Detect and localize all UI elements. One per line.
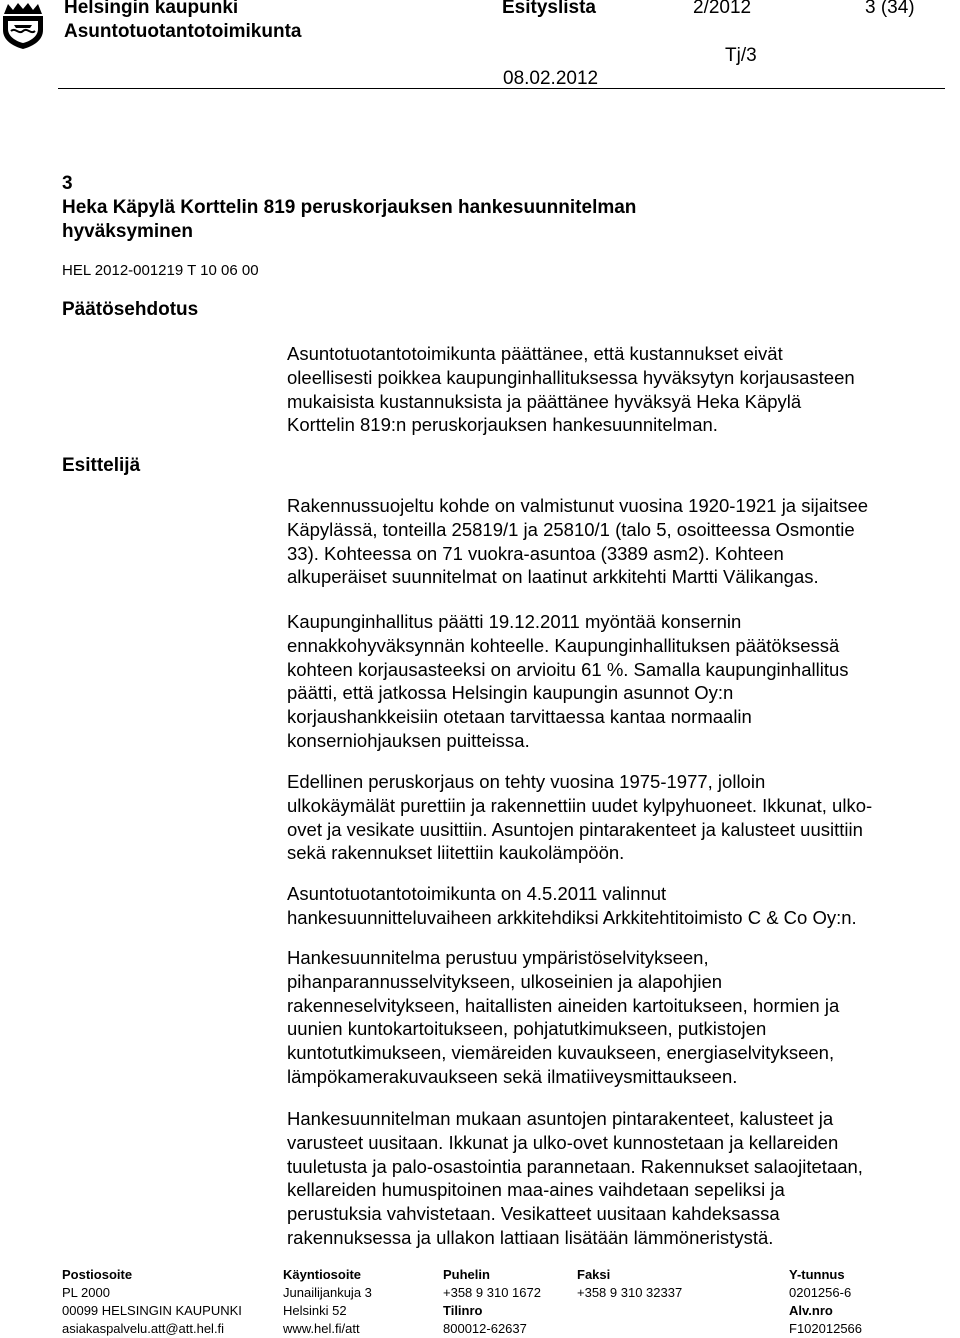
paragraph-line: päätti, että jatkossa Helsingin kaupungin asunnot Oy:n xyxy=(287,682,734,704)
footer-vat-value: F102012566 xyxy=(789,1321,863,1336)
paragraph-line: alkuperäiset suunnitelmat on laatinut arkkitehti Martti Välikangas. xyxy=(287,566,819,588)
paragraph-line: sekä rakennukset liitettiin kaukolämpöön. xyxy=(287,842,625,864)
header-dept: Asuntotuotantotoimikunta xyxy=(64,21,302,42)
paragraph-line: Asuntotuotantotoimikunta on 4.5.2011 valinnut xyxy=(287,883,667,904)
footer-postal-line2: 00099 HELSINGIN KAUPUNKI xyxy=(62,1303,242,1318)
footer-ytunnus-label: Y-tunnus xyxy=(789,1267,845,1282)
header-doc-type: Esityslista xyxy=(502,0,596,18)
header-divider xyxy=(58,88,945,89)
footer-visit-line2: Helsinki 52 xyxy=(283,1303,347,1318)
paragraph-6 xyxy=(287,1107,937,1250)
paragraph-line: tuuletusta ja palo-osastointia parannetaan. Rakennukset salaojitetaan, xyxy=(287,1155,863,1177)
footer-fax xyxy=(577,1266,682,1302)
paragraph-line: Edellinen peruskorjaus on tehty vuosina 1975-1977, jolloin xyxy=(287,771,766,792)
paragraph-line: kohteen korjausasteeksi on arvioitu 61 %. Samalla kaupunginhallitus xyxy=(287,658,849,680)
paragraph-1 xyxy=(287,494,937,589)
footer-fax-number: +358 9 310 32337 xyxy=(577,1285,683,1300)
footer-phone xyxy=(443,1266,541,1338)
footer-website-link[interactable]: www.hel.fi/att xyxy=(283,1321,360,1336)
paragraph-2 xyxy=(287,610,937,753)
paragraph-line: Käpylässä, tonteilla 25819/1 ja 25810/1 (talo 5, osoitteessa Osmontie xyxy=(287,518,855,540)
paragraph-line: 33). Kohteessa on 71 vuokra-asuntoa (3389 asm2). Kohteen xyxy=(287,542,784,564)
footer-ytunnus xyxy=(789,1266,862,1338)
header-page-number: 3 (34) xyxy=(865,0,915,18)
paragraph-line: hankesuunnitteluvaiheen arkkitehdiksi Arkkitehtitoimisto C & Co Oy:n. xyxy=(287,906,857,928)
footer-visit-label: Käyntiosoite xyxy=(283,1267,362,1282)
proposal-line: oleellisesti poikkea kaupunginhallituksessa hyväksytyn korjausasteen xyxy=(287,366,855,388)
label-proposal: Päätösehdotus xyxy=(62,299,199,320)
paragraph-line: kuntotutkimukseen, viemäreiden kuvaukseen, energiaselvitykseen, xyxy=(287,1042,835,1064)
footer-visit xyxy=(283,1266,372,1338)
footer-account-label: Tilinro xyxy=(443,1303,483,1318)
paragraph-line: lämpökamerakuvaukseen sekä ilmatiiveysmittaukseen. xyxy=(287,1065,738,1087)
footer-fax-label: Faksi xyxy=(577,1267,611,1282)
paragraph-line: perustuksia vahvistetaan. Vesikatteet uusitaan kahdeksassa xyxy=(287,1203,780,1225)
case-id: HEL 2012-001219 T 10 06 00 xyxy=(62,262,259,279)
footer-postal xyxy=(62,1266,242,1338)
item-title-line1: Heka Käpylä Korttelin 819 peruskorjauksen hankesuunnitelman xyxy=(62,197,637,218)
footer-ytunnus-value: 0201256-6 xyxy=(789,1285,852,1300)
paragraph-line: varusteet uusitaan. Ikkunat ja ulko-ovet kunnostetaan ja kellareiden xyxy=(287,1131,839,1153)
item-title-line2: hyväksyminen xyxy=(62,221,193,242)
paragraph-line: Hankesuunnitelman mukaan asuntojen pintarakenteet, kalusteet ja xyxy=(287,1108,834,1129)
footer-phone-label: Puhelin xyxy=(443,1267,490,1282)
proposal-text xyxy=(287,342,937,437)
header-org: Helsingin kaupunki xyxy=(64,0,239,18)
paragraph-line: Hankesuunnitelma perustuu ympäristöselvitykseen, xyxy=(287,947,709,968)
item-number: 3 xyxy=(62,173,73,194)
paragraph-line: ovet ja vesikate uusittiin. Asuntojen pintarakenteet ja kalusteet uusittiin xyxy=(287,818,863,840)
proposal-line: mukaisista kustannuksista ja päättänee hyväksyä Heka Käpylä xyxy=(287,390,802,412)
footer-postal-label: Postiosoite xyxy=(62,1267,133,1282)
paragraph-4 xyxy=(287,882,937,930)
header-date: 08.02.2012 xyxy=(503,68,599,89)
proposal-line: Asuntotuotantotoimikunta päättänee, että kustannukset eivät xyxy=(287,343,783,364)
paragraph-5 xyxy=(287,946,937,1089)
paragraph-line: rakennuksessa ja ullakon lattiaan lisätään lämmöneristystä. xyxy=(287,1226,774,1248)
paragraph-line: uunien kuntokartoitukseen, pohjatutkimukseen, putkistojen xyxy=(287,1018,767,1040)
proposal-line: Korttelin 819:n peruskorjauksen hankesuunnitelman. xyxy=(287,414,718,436)
paragraph-3 xyxy=(287,770,937,865)
paragraph-line: konserniohjauksen puitteissa. xyxy=(287,729,530,751)
city-crest-logo xyxy=(0,0,46,50)
paragraph-line: Rakennussuojeltu kohde on valmistunut vuosina 1920-1921 ja sijaitsee xyxy=(287,495,869,516)
footer-email-link[interactable]: asiakaspalvelu.att@att.hel.fi xyxy=(62,1321,225,1336)
header-doc-number: 2/2012 xyxy=(693,0,752,18)
footer-visit-line1: Junailijankuja 3 xyxy=(283,1285,372,1300)
paragraph-line: ennakkohyväksynnän kohteelle. Kaupunginhallituksen päätöksessä xyxy=(287,634,840,656)
footer-vat-label: Alv.nro xyxy=(789,1303,833,1318)
paragraph-line: rakenneselvitykseen, haitallisten aineiden kartoitukseen, hormien ja xyxy=(287,994,840,1016)
paragraph-line: pihanparannusselvitykseen, ulkoseinien ja alapohjien xyxy=(287,970,723,992)
footer-phone-number: +358 9 310 1672 xyxy=(443,1285,541,1300)
paragraph-line: Kaupunginhallitus päätti 19.12.2011 myöntää konsernin xyxy=(287,611,742,632)
label-presenter: Esittelijä xyxy=(62,455,141,476)
paragraph-line: kellareiden humuspitoinen maa-aines vaihdetaan sepeliksi ja xyxy=(287,1179,785,1201)
footer-account-number: 800012-62637 xyxy=(443,1321,527,1336)
paragraph-line: ulkokäymälät purettiin ja rakennettiin uudet kylpyhuoneet. Ikkunat, ulko- xyxy=(287,794,873,816)
header-ref: Tj/3 xyxy=(725,45,757,66)
footer-postal-line1: PL 2000 xyxy=(62,1285,110,1300)
paragraph-line: korjaushankkeisiin otetaan tarvittaessa kantaa normaalin xyxy=(287,706,752,728)
